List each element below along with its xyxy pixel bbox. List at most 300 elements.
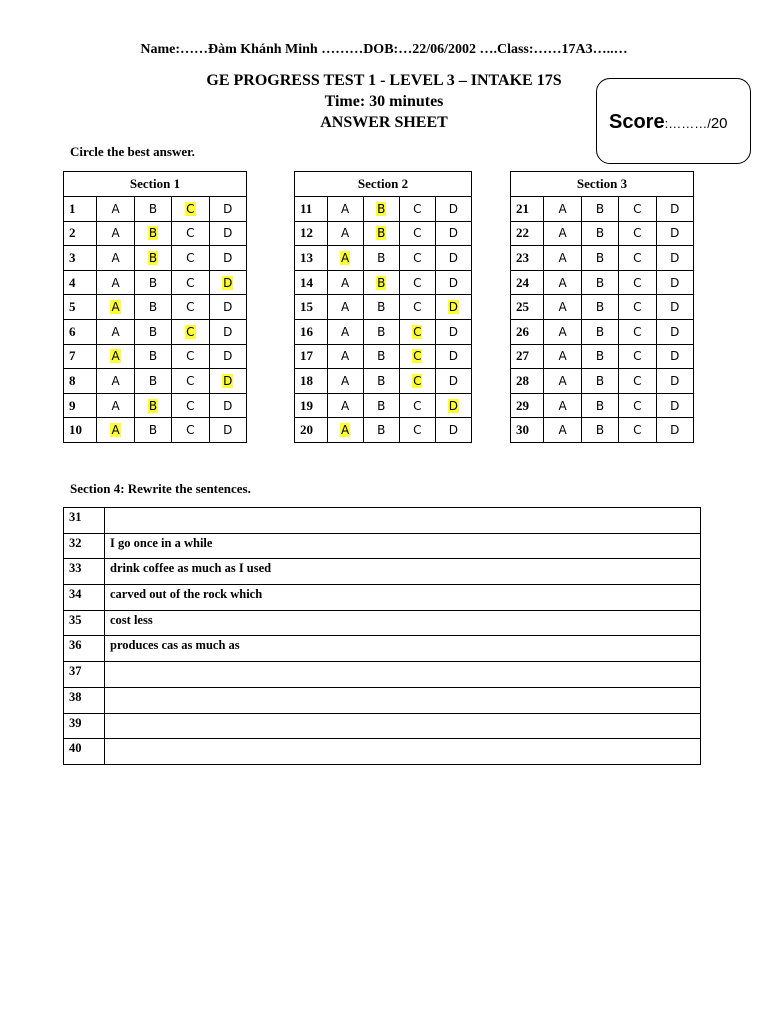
question-number: 22 (511, 221, 544, 246)
answer-option-d[interactable] (209, 344, 246, 369)
answer-option-a[interactable] (544, 246, 581, 271)
answer-option-c[interactable] (399, 295, 435, 320)
option-letter: D (223, 300, 233, 315)
answer-option-a[interactable] (327, 344, 363, 369)
question-number: 13 (295, 246, 328, 271)
section-2-table (294, 171, 472, 443)
rewrite-row (64, 687, 701, 713)
question-number: 30 (511, 418, 544, 443)
answer-option-a[interactable] (544, 221, 581, 246)
option-letter: D (670, 324, 680, 339)
answer-option-c[interactable] (619, 295, 656, 320)
answer-option-a[interactable] (97, 295, 134, 320)
option-letter: A (340, 275, 350, 290)
answer-option-d[interactable] (209, 246, 246, 271)
question-row (64, 270, 247, 295)
rewrite-answer[interactable]: carved out of the rock which (105, 585, 701, 611)
answer-option-b[interactable] (363, 344, 399, 369)
option-letter: A (340, 373, 350, 388)
option-letter: A (558, 300, 567, 315)
question-number: 10 (64, 418, 97, 443)
rewrite-number: 39 (64, 713, 105, 739)
option-letter: D (670, 349, 680, 364)
option-letter: B (595, 300, 605, 315)
option-letter: C (413, 373, 422, 388)
answer-option-d[interactable] (656, 295, 693, 320)
question-number: 29 (511, 393, 544, 418)
question-row (511, 393, 694, 418)
score-box (596, 78, 751, 164)
option-letter: C (186, 300, 195, 315)
option-letter: A (558, 250, 567, 265)
answer-option-b[interactable] (581, 221, 618, 246)
option-letter: D (670, 250, 680, 265)
answer-option-b[interactable] (134, 246, 171, 271)
answer-option-c[interactable] (172, 418, 209, 443)
answer-option-c[interactable] (399, 418, 435, 443)
answer-option-d[interactable] (435, 319, 471, 344)
answer-option-a[interactable] (327, 246, 363, 271)
instruction-text: Circle the best answer. (70, 144, 195, 159)
option-letter: B (377, 250, 386, 265)
question-number: 15 (295, 295, 328, 320)
option-letter: A (340, 201, 350, 216)
question-number: 9 (64, 393, 97, 418)
rewrite-row (64, 508, 701, 534)
question-row (64, 319, 247, 344)
answer-option-c[interactable] (399, 221, 435, 246)
option-letter: B (595, 398, 605, 413)
answer-option-d[interactable] (656, 197, 693, 222)
question-row (511, 344, 694, 369)
option-letter: B (377, 349, 386, 364)
option-letter: B (148, 373, 158, 388)
answer-option-d[interactable] (656, 319, 693, 344)
option-letter: B (148, 300, 158, 315)
answer-option-a[interactable] (97, 418, 134, 443)
answer-option-d[interactable] (209, 319, 246, 344)
answer-option-a[interactable] (544, 393, 581, 418)
answer-option-d[interactable] (656, 246, 693, 271)
question-number: 25 (511, 295, 544, 320)
test-time: Time: 30 minutes (324, 93, 444, 110)
answer-option-c[interactable] (172, 393, 209, 418)
option-letter: B (377, 300, 386, 315)
answer-option-c[interactable] (399, 369, 435, 394)
question-row (64, 393, 247, 418)
option-letter: C (186, 201, 195, 216)
option-letter: B (148, 349, 158, 364)
option-letter: A (340, 398, 350, 413)
rewrite-answer[interactable]: I go once in a while (105, 533, 701, 559)
option-letter: A (340, 349, 350, 364)
question-number: 17 (295, 344, 328, 369)
option-letter: B (595, 226, 605, 241)
question-number: 4 (64, 270, 97, 295)
answer-option-d[interactable] (209, 221, 246, 246)
answer-option-d[interactable] (209, 295, 246, 320)
answer-option-a[interactable] (544, 344, 581, 369)
answer-option-c[interactable] (619, 418, 656, 443)
question-row (295, 270, 472, 295)
answer-option-b[interactable] (581, 393, 618, 418)
question-row (64, 221, 247, 246)
option-letter: B (148, 275, 158, 290)
question-number: 1 (64, 197, 97, 222)
answer-option-c[interactable] (399, 319, 435, 344)
answer-option-b[interactable] (581, 344, 618, 369)
question-number: 20 (295, 418, 328, 443)
option-letter: C (186, 349, 195, 364)
answer-option-a[interactable] (544, 295, 581, 320)
answer-option-d[interactable] (656, 393, 693, 418)
section-title: Section 3 (511, 172, 694, 197)
option-letter: B (595, 275, 605, 290)
answer-sheet-heading: ANSWER SHEET (320, 114, 448, 131)
answer-option-b[interactable] (581, 418, 618, 443)
option-letter: D (448, 349, 459, 364)
question-row (64, 295, 247, 320)
question-row (511, 246, 694, 271)
answer-option-a[interactable] (97, 270, 134, 295)
rewrite-number: 37 (64, 662, 105, 688)
answer-option-a[interactable] (544, 418, 581, 443)
rewrite-answer[interactable]: drink coffee as much as I used (105, 559, 701, 585)
option-letter: A (111, 423, 120, 438)
student-info-line: Name:……Đàm Khánh Minh ………DOB:…22/06/2002 ….Class:……17A3…..… (140, 42, 628, 57)
option-letter: C (413, 250, 422, 265)
answer-option-d[interactable] (435, 393, 471, 418)
answer-option-c[interactable] (172, 344, 209, 369)
answer-option-a[interactable] (97, 319, 134, 344)
answer-option-b[interactable] (581, 319, 618, 344)
option-letter: B (148, 250, 158, 265)
option-letter: B (595, 201, 605, 216)
option-letter: B (148, 324, 158, 339)
question-number: 24 (511, 270, 544, 295)
option-letter: D (223, 324, 233, 339)
score-text (609, 111, 728, 134)
answer-option-a[interactable] (544, 319, 581, 344)
option-letter: A (558, 398, 567, 413)
answer-option-b[interactable] (363, 197, 399, 222)
question-number: 2 (64, 221, 97, 246)
option-letter: A (558, 423, 567, 438)
option-letter: A (558, 373, 567, 388)
option-letter: C (633, 201, 642, 216)
question-number: 26 (511, 319, 544, 344)
answer-option-d[interactable] (209, 270, 246, 295)
option-letter: B (595, 423, 605, 438)
answer-option-a[interactable] (97, 369, 134, 394)
answer-option-c[interactable] (172, 369, 209, 394)
answer-option-a[interactable] (544, 197, 581, 222)
answer-option-c[interactable] (172, 221, 209, 246)
question-number: 8 (64, 369, 97, 394)
test-title: GE PROGRESS TEST 1 - LEVEL 3 – INTAKE 17S (206, 72, 562, 89)
answer-option-b[interactable] (134, 270, 171, 295)
rewrite-row (64, 713, 701, 739)
answer-option-d[interactable] (435, 270, 471, 295)
option-letter: D (670, 373, 680, 388)
option-letter: D (448, 275, 459, 290)
option-letter: C (413, 300, 422, 315)
answer-option-b[interactable] (581, 246, 618, 271)
option-letter: C (633, 349, 642, 364)
answer-option-c[interactable] (172, 295, 209, 320)
question-row (295, 246, 472, 271)
option-letter: C (186, 324, 195, 339)
rewrite-answer[interactable] (105, 713, 701, 739)
option-letter: D (448, 201, 459, 216)
answer-option-a[interactable] (327, 197, 363, 222)
question-row (64, 418, 247, 443)
answer-option-b[interactable] (363, 246, 399, 271)
answer-option-b[interactable] (134, 221, 171, 246)
question-number: 19 (295, 393, 328, 418)
answer-option-b[interactable] (363, 270, 399, 295)
answer-option-c[interactable] (172, 197, 209, 222)
option-letter: D (448, 398, 459, 413)
option-letter: D (223, 423, 233, 438)
option-letter: D (448, 250, 459, 265)
option-letter: D (448, 324, 459, 339)
question-row (295, 319, 472, 344)
answer-option-a[interactable] (327, 319, 363, 344)
option-letter: D (223, 373, 233, 388)
question-row (511, 418, 694, 443)
answer-option-c[interactable] (619, 221, 656, 246)
question-number: 27 (511, 344, 544, 369)
rewrite-answer[interactable] (105, 508, 701, 534)
answer-option-c[interactable] (399, 270, 435, 295)
section-4-table (63, 507, 701, 765)
answer-option-d[interactable] (435, 246, 471, 271)
answer-option-d[interactable] (656, 270, 693, 295)
option-letter: C (633, 300, 642, 315)
answer-option-b[interactable] (581, 369, 618, 394)
answer-option-c[interactable] (619, 369, 656, 394)
answer-option-a[interactable] (544, 369, 581, 394)
option-letter: C (633, 250, 642, 265)
answer-option-a[interactable] (327, 270, 363, 295)
rewrite-row (64, 559, 701, 585)
question-number: 23 (511, 246, 544, 271)
option-letter: D (670, 398, 680, 413)
option-letter: B (595, 349, 605, 364)
answer-option-b[interactable] (134, 319, 171, 344)
option-letter: D (448, 300, 459, 315)
question-row (295, 197, 472, 222)
question-row (64, 246, 247, 271)
answer-option-d[interactable] (209, 369, 246, 394)
question-number: 16 (295, 319, 328, 344)
option-letter: B (148, 398, 158, 413)
answer-option-a[interactable] (327, 369, 363, 394)
option-letter: B (377, 226, 386, 241)
option-letter: A (111, 398, 120, 413)
option-letter: C (633, 226, 642, 241)
rewrite-answer[interactable]: cost less (105, 610, 701, 636)
option-letter: D (670, 423, 680, 438)
answer-option-c[interactable] (172, 270, 209, 295)
rewrite-row (64, 585, 701, 611)
option-letter: A (111, 250, 120, 265)
question-row (295, 221, 472, 246)
answer-option-b[interactable] (134, 344, 171, 369)
answer-option-d[interactable] (435, 221, 471, 246)
question-number: 28 (511, 369, 544, 394)
answer-option-b[interactable] (363, 221, 399, 246)
rewrite-number: 36 (64, 636, 105, 662)
answer-option-c[interactable] (399, 344, 435, 369)
answer-option-d[interactable] (435, 418, 471, 443)
answer-option-a[interactable] (97, 197, 134, 222)
answer-option-d[interactable] (435, 197, 471, 222)
answer-option-d[interactable] (435, 295, 471, 320)
answer-option-c[interactable] (619, 197, 656, 222)
answer-option-c[interactable] (619, 344, 656, 369)
option-letter: B (377, 201, 386, 216)
answer-option-c[interactable] (399, 197, 435, 222)
answer-option-d[interactable] (656, 418, 693, 443)
answer-option-a[interactable] (327, 393, 363, 418)
option-letter: A (558, 201, 567, 216)
answer-option-d[interactable] (435, 369, 471, 394)
question-row (511, 295, 694, 320)
rewrite-answer[interactable] (105, 739, 701, 765)
option-letter: A (111, 226, 120, 241)
answer-option-b[interactable] (134, 197, 171, 222)
option-letter: C (413, 275, 422, 290)
question-row (64, 344, 247, 369)
rewrite-number: 35 (64, 610, 105, 636)
answer-option-a[interactable] (97, 344, 134, 369)
answer-option-d[interactable] (656, 221, 693, 246)
option-letter: D (223, 201, 233, 216)
answer-option-c[interactable] (619, 319, 656, 344)
answer-option-a[interactable] (97, 221, 134, 246)
answer-option-b[interactable] (134, 393, 171, 418)
rewrite-row (64, 533, 701, 559)
score-dots: :………/ (664, 116, 711, 131)
answer-option-c[interactable] (399, 246, 435, 271)
answer-option-b[interactable] (581, 270, 618, 295)
answer-option-c[interactable] (172, 319, 209, 344)
option-letter: D (223, 275, 233, 290)
answer-option-d[interactable] (209, 418, 246, 443)
option-letter: B (377, 373, 386, 388)
answer-option-c[interactable] (172, 246, 209, 271)
option-letter: D (448, 226, 459, 241)
score-label: Score (609, 111, 665, 133)
question-number: 3 (64, 246, 97, 271)
question-number: 6 (64, 319, 97, 344)
rewrite-answer[interactable] (105, 662, 701, 688)
option-letter: C (186, 373, 195, 388)
answer-option-b[interactable] (134, 418, 171, 443)
option-letter: B (595, 250, 605, 265)
option-letter: D (448, 373, 459, 388)
option-letter: C (186, 398, 195, 413)
option-letter: A (558, 324, 567, 339)
answer-option-d[interactable] (209, 393, 246, 418)
answer-option-b[interactable] (581, 197, 618, 222)
option-letter: D (223, 250, 233, 265)
rewrite-answer[interactable]: produces cas as much as (105, 636, 701, 662)
section-3-table (510, 171, 694, 443)
answer-option-b[interactable] (363, 369, 399, 394)
option-letter: C (633, 373, 642, 388)
section-4-title: Section 4: Rewrite the sentences. (70, 481, 251, 496)
answer-option-b[interactable] (363, 319, 399, 344)
option-letter: C (186, 226, 195, 241)
question-row (511, 270, 694, 295)
answer-option-b[interactable] (363, 295, 399, 320)
option-letter: C (413, 423, 422, 438)
option-letter: D (670, 275, 680, 290)
option-letter: C (413, 349, 422, 364)
option-letter: C (633, 423, 642, 438)
answer-option-d[interactable] (435, 344, 471, 369)
option-letter: A (558, 226, 567, 241)
option-letter: A (111, 373, 120, 388)
option-letter: B (377, 275, 386, 290)
option-letter: A (111, 349, 120, 364)
answer-option-a[interactable] (327, 418, 363, 443)
section-title: Section 2 (295, 172, 472, 197)
rewrite-number: 33 (64, 559, 105, 585)
answer-option-a[interactable] (327, 295, 363, 320)
option-letter: A (558, 275, 567, 290)
option-letter: A (111, 275, 120, 290)
answer-option-a[interactable] (327, 221, 363, 246)
question-number: 18 (295, 369, 328, 394)
answer-option-c[interactable] (399, 393, 435, 418)
rewrite-number: 34 (64, 585, 105, 611)
answer-option-b[interactable] (134, 295, 171, 320)
answer-option-c[interactable] (619, 393, 656, 418)
option-letter: C (633, 275, 642, 290)
question-number: 12 (295, 221, 328, 246)
answer-option-b[interactable] (363, 393, 399, 418)
answer-option-b[interactable] (363, 418, 399, 443)
rewrite-answer[interactable] (105, 687, 701, 713)
question-row (295, 393, 472, 418)
rewrite-row (64, 662, 701, 688)
answer-option-b[interactable] (581, 295, 618, 320)
answer-option-c[interactable] (619, 270, 656, 295)
question-row (295, 295, 472, 320)
option-letter: B (148, 201, 158, 216)
answer-option-d[interactable] (656, 369, 693, 394)
question-number: 21 (511, 197, 544, 222)
question-row (64, 197, 247, 222)
option-letter: A (340, 250, 350, 265)
score-max: 20 (710, 115, 728, 132)
answer-option-a[interactable] (544, 270, 581, 295)
rewrite-row (64, 610, 701, 636)
answer-option-c[interactable] (619, 246, 656, 271)
question-number: 11 (295, 197, 328, 222)
option-letter: C (186, 250, 195, 265)
option-letter: C (186, 275, 195, 290)
answer-option-d[interactable] (656, 344, 693, 369)
answer-option-d[interactable] (209, 197, 246, 222)
answer-option-a[interactable] (97, 246, 134, 271)
answer-option-b[interactable] (134, 369, 171, 394)
answer-option-a[interactable] (97, 393, 134, 418)
